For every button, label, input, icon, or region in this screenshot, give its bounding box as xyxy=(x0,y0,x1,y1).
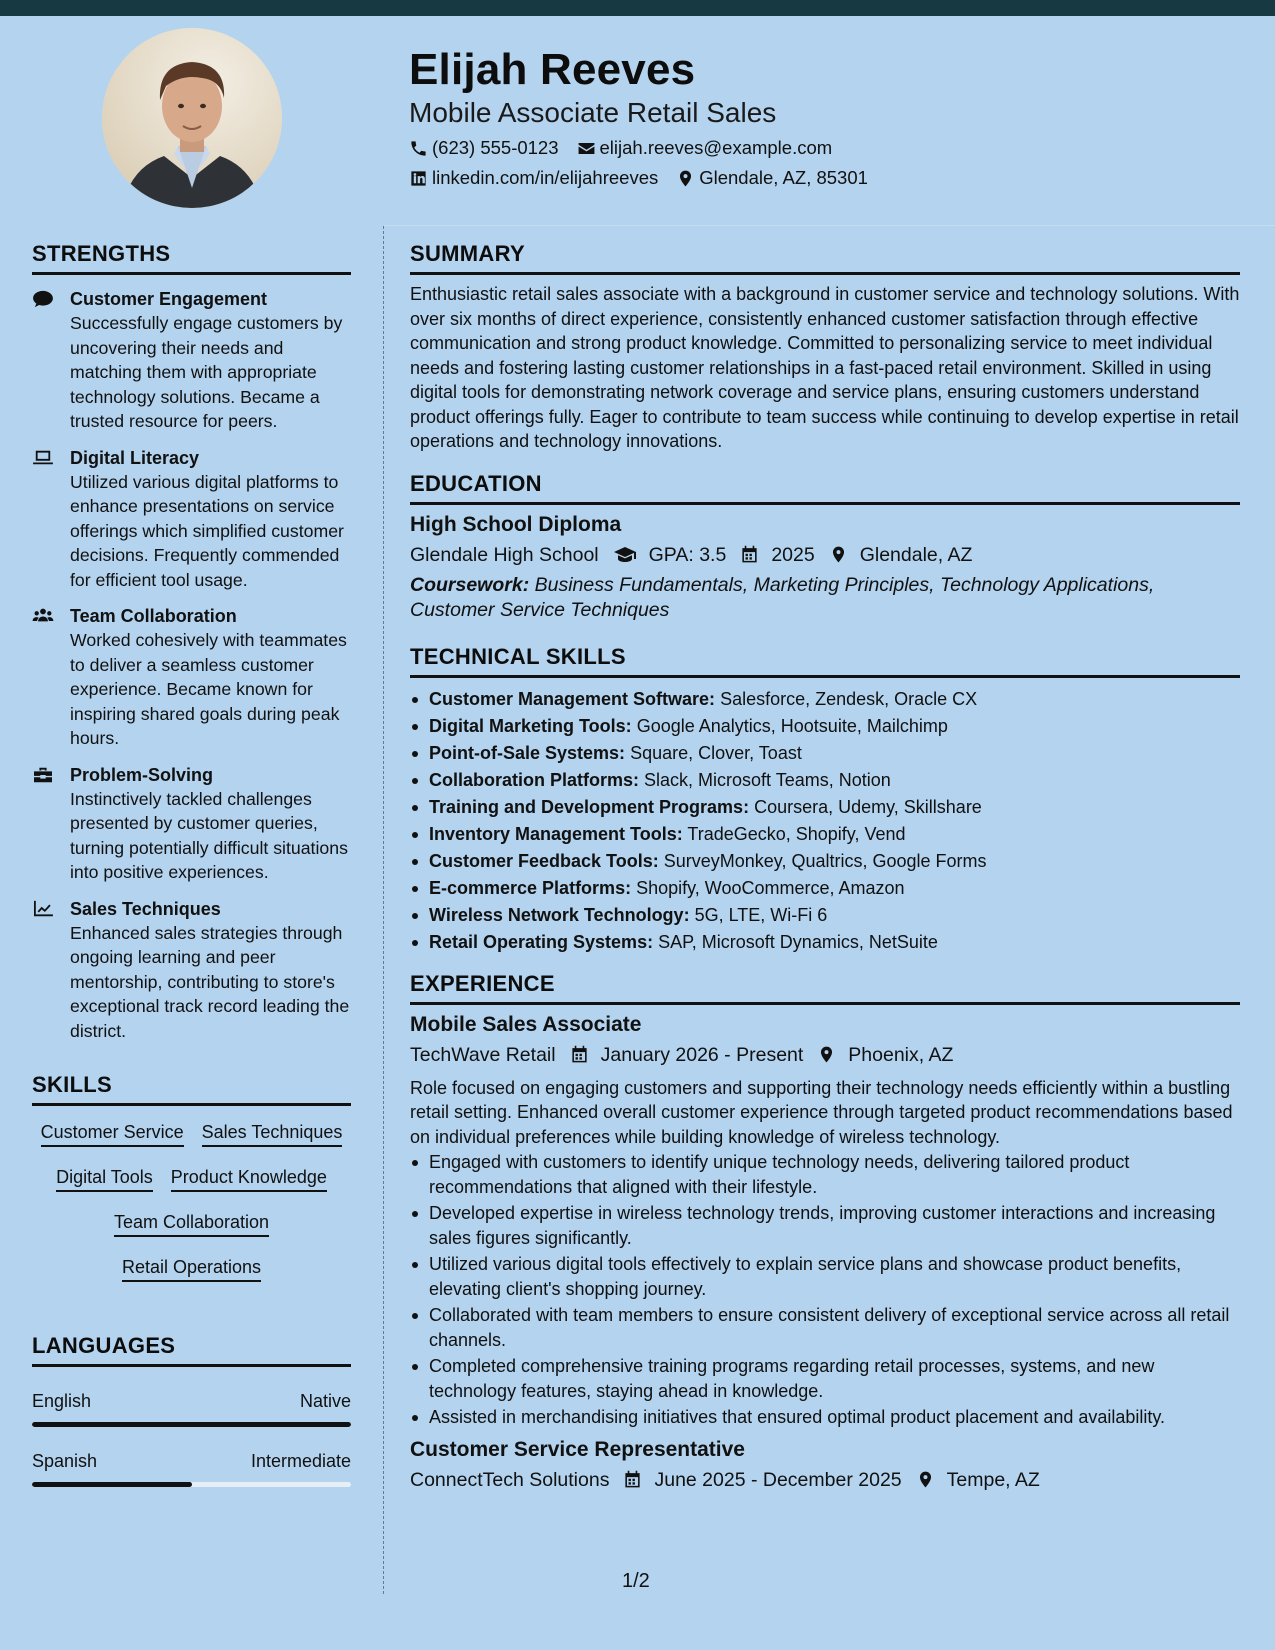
comment-icon xyxy=(32,290,54,308)
company-name: TechWave Retail xyxy=(410,1043,556,1066)
coursework-text: Business Fundamentals, Marketing Principles, Technology Applications, Customer Service Techniques xyxy=(410,573,1155,621)
strength-title: Customer Engagement xyxy=(70,289,268,309)
languages-heading: LANGUAGES xyxy=(32,1332,351,1367)
phone-contact[interactable] xyxy=(409,136,559,160)
skill-category: Training and Development Programs: xyxy=(429,796,750,817)
list-item: Engaged with customers to identify unique technology needs, delivering tailored product recommendations that aligned with their lifestyle. xyxy=(410,1150,1240,1199)
skill-tag: Team Collaboration xyxy=(114,1210,269,1237)
job-dates: January 2026 - Present xyxy=(600,1043,804,1066)
list-item: Utilized various digital tools effectively to explain service plans and showcase product benefits, elevating client's shopping journey. xyxy=(410,1252,1240,1301)
education-heading: EDUCATION xyxy=(410,470,1240,505)
candidate-title: Mobile Associate Retail Sales xyxy=(409,97,777,128)
skills-section xyxy=(32,1071,351,1282)
skill-values: Shopify, WooCommerce, Amazon xyxy=(636,877,905,898)
chart-line-icon xyxy=(32,900,54,918)
envelope-icon xyxy=(577,139,596,158)
language-bar-fill xyxy=(32,1422,351,1427)
skill-values: Salesforce, Zendesk, Oracle CX xyxy=(720,688,978,709)
job-location: Tempe, AZ xyxy=(946,1468,1040,1491)
email-text: elijah.reeves@example.com xyxy=(599,137,833,158)
language-name: Spanish xyxy=(32,1451,98,1471)
technical-skills-heading: TECHNICAL SKILLS xyxy=(410,643,1240,678)
skill-category: Digital Marketing Tools: xyxy=(429,715,632,736)
list-item xyxy=(410,767,1240,794)
skill-values: SurveyMonkey, Qualtrics, Google Forms xyxy=(663,850,987,871)
language-bar xyxy=(32,1422,351,1427)
list-item xyxy=(410,686,1240,713)
strength-text: Successfully engage customers by uncovering their needs and matching them with appropriate technology solutions. Became a trusted resource for peers. xyxy=(70,313,343,431)
graduation-cap-icon xyxy=(613,543,637,567)
list-item: Collaborated with team members to ensure consistent delivery of exceptional service across all retail channels. xyxy=(410,1303,1240,1352)
top-bar xyxy=(0,0,1275,16)
language-name: English xyxy=(32,1391,92,1411)
school-name: Glendale High School xyxy=(410,543,599,566)
column-divider xyxy=(383,226,384,1594)
list-item xyxy=(410,875,1240,902)
contact-row-2 xyxy=(409,166,886,190)
language-bar-fill xyxy=(32,1482,192,1487)
map-pin-icon xyxy=(829,545,848,564)
skill-tag: Sales Techniques xyxy=(202,1120,343,1147)
page-number: 1/2 xyxy=(622,1570,650,1592)
job-description: Role focused on engaging customers and supporting their technology needs efficiently within a bustling retail setting. Enhanced overall customer experience through targeted product recommendations based on individual preferences while building knowledge of wireless technology. xyxy=(410,1077,1233,1147)
strength-title: Problem-Solving xyxy=(70,764,214,785)
language-item xyxy=(32,1389,351,1427)
calendar-icon xyxy=(570,1045,589,1064)
language-bar xyxy=(32,1482,351,1487)
map-pin-icon xyxy=(817,1045,836,1064)
skill-tag: Digital Tools xyxy=(56,1165,153,1192)
users-icon xyxy=(32,607,54,625)
location-text: Glendale, AZ, 85301 xyxy=(699,167,868,188)
list-item: Completed comprehensive training programs regarding retail processes, systems, and new technology features, staying ahead in knowledge. xyxy=(410,1354,1240,1403)
languages-section xyxy=(32,1332,351,1487)
strengths-heading: STRENGTHS xyxy=(32,240,351,275)
skill-values: TradeGecko, Shopify, Vend xyxy=(687,823,906,844)
job-title: Customer Service Representative xyxy=(410,1437,745,1461)
linkedin-text: linkedin.com/in/elijahreeves xyxy=(432,167,659,188)
education-meta xyxy=(410,541,1240,569)
job-dates: June 2025 - December 2025 xyxy=(654,1468,902,1491)
phone-text: (623) 555-0123 xyxy=(432,137,559,158)
list-item xyxy=(410,821,1240,848)
job-title: Mobile Sales Associate xyxy=(410,1012,642,1036)
gpa-text: GPA: 3.5 xyxy=(648,543,727,566)
strength-item xyxy=(32,763,351,885)
summary-heading: SUMMARY xyxy=(410,240,1240,275)
phone-icon xyxy=(409,139,428,158)
left-column xyxy=(32,240,351,1487)
job-meta xyxy=(410,1466,1240,1494)
language-level: Intermediate xyxy=(250,1451,351,1471)
skill-category: Customer Management Software: xyxy=(429,688,716,709)
right-column xyxy=(410,240,1240,1494)
job-meta xyxy=(410,1041,1240,1069)
list-item xyxy=(410,713,1240,740)
language-level: Native xyxy=(299,1391,351,1411)
strength-title: Team Collaboration xyxy=(70,606,237,626)
school-location: Glendale, AZ xyxy=(859,543,973,566)
skill-values: Google Analytics, Hootsuite, Mailchimp xyxy=(636,715,948,736)
language-item xyxy=(32,1449,351,1487)
skill-values: Square, Clover, Toast xyxy=(630,742,802,763)
laptop-icon xyxy=(32,449,54,467)
profile-photo xyxy=(102,28,282,208)
skill-tag: Retail Operations xyxy=(122,1255,261,1282)
list-item xyxy=(410,902,1240,929)
skill-tags xyxy=(32,1120,351,1282)
skill-category: Point-of-Sale Systems: xyxy=(429,742,626,763)
skill-tag: Product Knowledge xyxy=(171,1165,327,1192)
contact-row-1 xyxy=(409,136,886,160)
strength-title: Sales Techniques xyxy=(70,898,221,919)
skills-heading: SKILLS xyxy=(32,1071,351,1106)
summary-text: Enthusiastic retail sales associate with a background in customer service and technology solutions. With over six months of direct experience, consistently enhanced customer satisfaction through effective communication and strong product knowledge. Committed to personalizing service to meet individual needs and fostering lasting customer relationships in a fast-paced retail environment. Skilled in using digital tools for demonstrating network coverage and service plans, ensuring customers understand product offerings fully. Eager to contribute to team success while continuing to develop expertise in retail operations and technology innovations. xyxy=(410,284,1240,451)
graduation-year: 2025 xyxy=(771,543,815,566)
skill-values: Coursera, Udemy, Skillshare xyxy=(754,796,982,817)
skill-values: 5G, LTE, Wi-Fi 6 xyxy=(694,904,828,925)
skill-category: Inventory Management Tools: xyxy=(429,823,683,844)
coursework-label: Coursework: xyxy=(410,573,530,596)
list-item: Developed expertise in wireless technology trends, improving customer interactions and increasing sales figures significantly. xyxy=(410,1201,1240,1250)
calendar-icon xyxy=(740,545,759,564)
calendar-icon xyxy=(623,1470,642,1489)
job-entry xyxy=(410,1011,1240,1430)
job-location: Phoenix, AZ xyxy=(848,1043,954,1066)
candidate-name: Elijah Reeves xyxy=(409,45,696,94)
experience-heading: EXPERIENCE xyxy=(410,970,1240,1005)
skill-category: Collaboration Platforms: xyxy=(429,769,640,790)
linkedin-icon xyxy=(409,169,428,188)
strength-text: Utilized various digital platforms to enhance presentations on service offerings which simplified customer decisions. Frequently commended for efficient tool usage. xyxy=(70,471,344,590)
toolbox-icon xyxy=(32,766,54,784)
list-item xyxy=(410,740,1240,767)
map-pin-icon xyxy=(676,169,695,188)
strength-item xyxy=(32,897,351,1044)
map-pin-icon xyxy=(916,1470,935,1489)
strength-text: Worked cohesively with teammates to deliver a seamless customer experience. Became known for inspiring shared goals during peak hours. xyxy=(70,630,347,748)
job-entry xyxy=(410,1436,1240,1494)
skill-category: Wireless Network Technology: xyxy=(429,904,690,925)
skill-category: E-commerce Platforms: xyxy=(429,877,632,898)
list-item xyxy=(410,794,1240,821)
job-bullets xyxy=(410,1150,1240,1430)
location-contact xyxy=(676,166,868,190)
linkedin-contact[interactable] xyxy=(409,166,658,190)
company-name: ConnectTech Solutions xyxy=(410,1468,610,1491)
strength-text: Enhanced sales strategies through ongoing learning and peer mentorship, contributing to store's exceptional track record leading the district. xyxy=(70,922,350,1041)
skill-category: Customer Feedback Tools: xyxy=(429,850,659,871)
strength-item xyxy=(32,446,351,593)
email-contact[interactable] xyxy=(577,136,833,160)
technical-skills-list xyxy=(410,686,1240,956)
resume-header xyxy=(409,44,886,190)
list-item xyxy=(410,848,1240,875)
skill-tag: Customer Service xyxy=(41,1120,184,1147)
strength-item xyxy=(32,287,351,434)
list-item: Assisted in merchandising initiatives that ensured optimal product placement and availability. xyxy=(410,1405,1240,1430)
coursework xyxy=(410,573,1240,623)
degree-title: High School Diploma xyxy=(410,512,622,536)
skill-category: Retail Operating Systems: xyxy=(429,931,654,952)
strength-item xyxy=(32,604,351,751)
header-rule xyxy=(384,225,1275,226)
strength-text: Instinctively tackled challenges presented by customer queries, turning potentially difficult situations into positive experiences. xyxy=(70,788,348,882)
strength-title: Digital Literacy xyxy=(70,447,200,468)
skill-values: SAP, Microsoft Dynamics, NetSuite xyxy=(658,931,938,952)
list-item xyxy=(410,929,1240,956)
skill-values: Slack, Microsoft Teams, Notion xyxy=(644,769,891,790)
